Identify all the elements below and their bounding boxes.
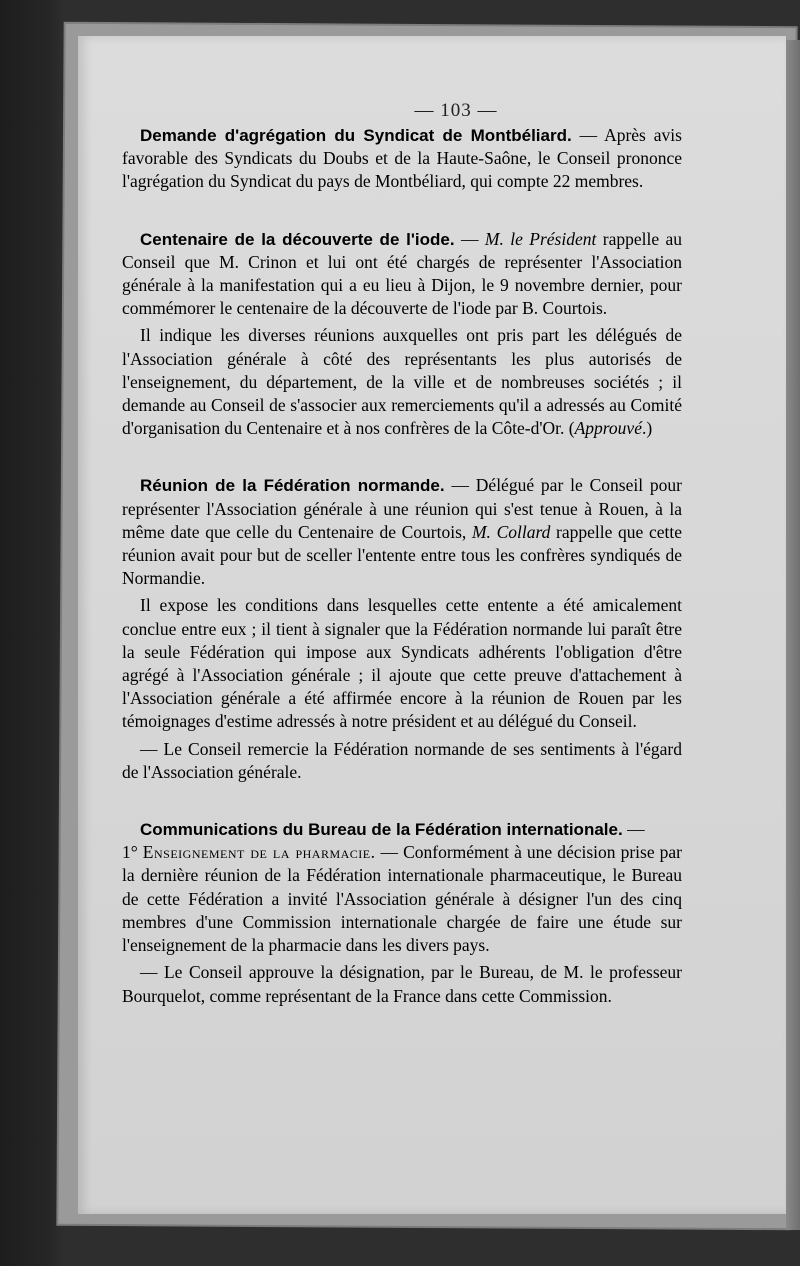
section-text: rappelle que cette réunion avait pour but de sceller l'entente entre tous les confrères syndiqués de Normandie. — [122, 521, 682, 589]
paragraph-text: Il indique les diverses réunions auxquelles ont pris part les délégués de l'Association générale à côté des représentants les plus autorisés de l'enseignement, du département, de la ville et de nombreuses sociétés ; il demande au Conseil de s'associer aux remerciements qu'il a adressés au Comité d'organisation du Centenaire et à nos confrères de la Côte-d'Or. ( — [122, 325, 682, 439]
section-text: — Délégué par le Conseil pour représenter l'Association générale à une réunion qui s'est tenue à Rouen, à la même date que celle du Centenaire de Courtois, — [122, 475, 683, 542]
section-heading: Centenaire de la découverte de l'iode. — [140, 229, 455, 249]
book-edge — [786, 40, 800, 1230]
paragraph — [122, 324, 682, 440]
section-montbeliard — [122, 124, 682, 194]
paragraph: — Le Conseil remercie la Fédération normande de ses sentiments à l'égard de l'Association générale. — [122, 738, 682, 782]
section-text: rappelle au Conseil que M. Crinon et lui ont été chargés de représenter l'Association générale à la manifestation qui a eu lieu à Dijon, le 9 novembre dernier, pour commémorer le centenaire de la découverte de l'iode par B. Courtois. — [122, 228, 683, 319]
speaker: M. le Président — [484, 228, 597, 249]
text-body — [122, 124, 682, 1008]
page-number: — 103 — — [414, 100, 498, 121]
section-federation-internationale — [122, 818, 682, 957]
item-text: — Conformément à une décision prise par la dernière réunion de la Fédération internationale pharmaceutique, le Bureau de cette Fédération a invité l'Association générale à désigner l'un des cinq membres d'une Commission internationale chargée de faire une étude sur l'enseignement de la pharmacie dans les divers pays. — [122, 842, 682, 956]
approved-note: Approuvé — [574, 418, 642, 439]
paragraph: Il expose les conditions dans lesquelles cette entente a été amicalement conclue entre eux ; il tient à signaler que la Fédération normande lui paraît être la seule Fédération qui impose aux Syndicats adhérents l'obligation d'être agrégé à l'Association générale ; il ajoute que cette preuve d'attachement à l'Association générale a été affirmée encore à la réunion de Rouen par les témoignages d'estime adressés à notre président et au délégué du Conseil. — [122, 595, 682, 732]
section-text: — Après avis favorable des Syndicats du Doubs et de la Haute-Saône, le Conseil prononce l'agrégation du Syndicat du pays de Montbéliard, qui compte 22 membres. — [122, 125, 682, 192]
paragraph: — Le Conseil approuve la désignation, par le Bureau, de M. le professeur Bourquelot, comme représentant de la France dans cette Commission. — [122, 962, 682, 1006]
speaker: M. Collard — [471, 521, 551, 542]
paragraph-end: .) — [641, 418, 653, 439]
item-number: 1° — [122, 842, 143, 863]
item-label: Enseignement de la pharmacie. — [142, 842, 376, 863]
dash: — — [454, 228, 485, 249]
section-iode — [122, 228, 682, 321]
section-heading: Réunion de la Fédération normande. — [140, 476, 445, 496]
section-heading: Demande d'agrégation du Syndicat de Montbéliard. — [140, 126, 572, 145]
section-heading: Communications du Bureau de la Fédération internationale. — [140, 820, 623, 840]
dash: — — [622, 819, 645, 840]
section-federation-normande — [122, 474, 682, 590]
